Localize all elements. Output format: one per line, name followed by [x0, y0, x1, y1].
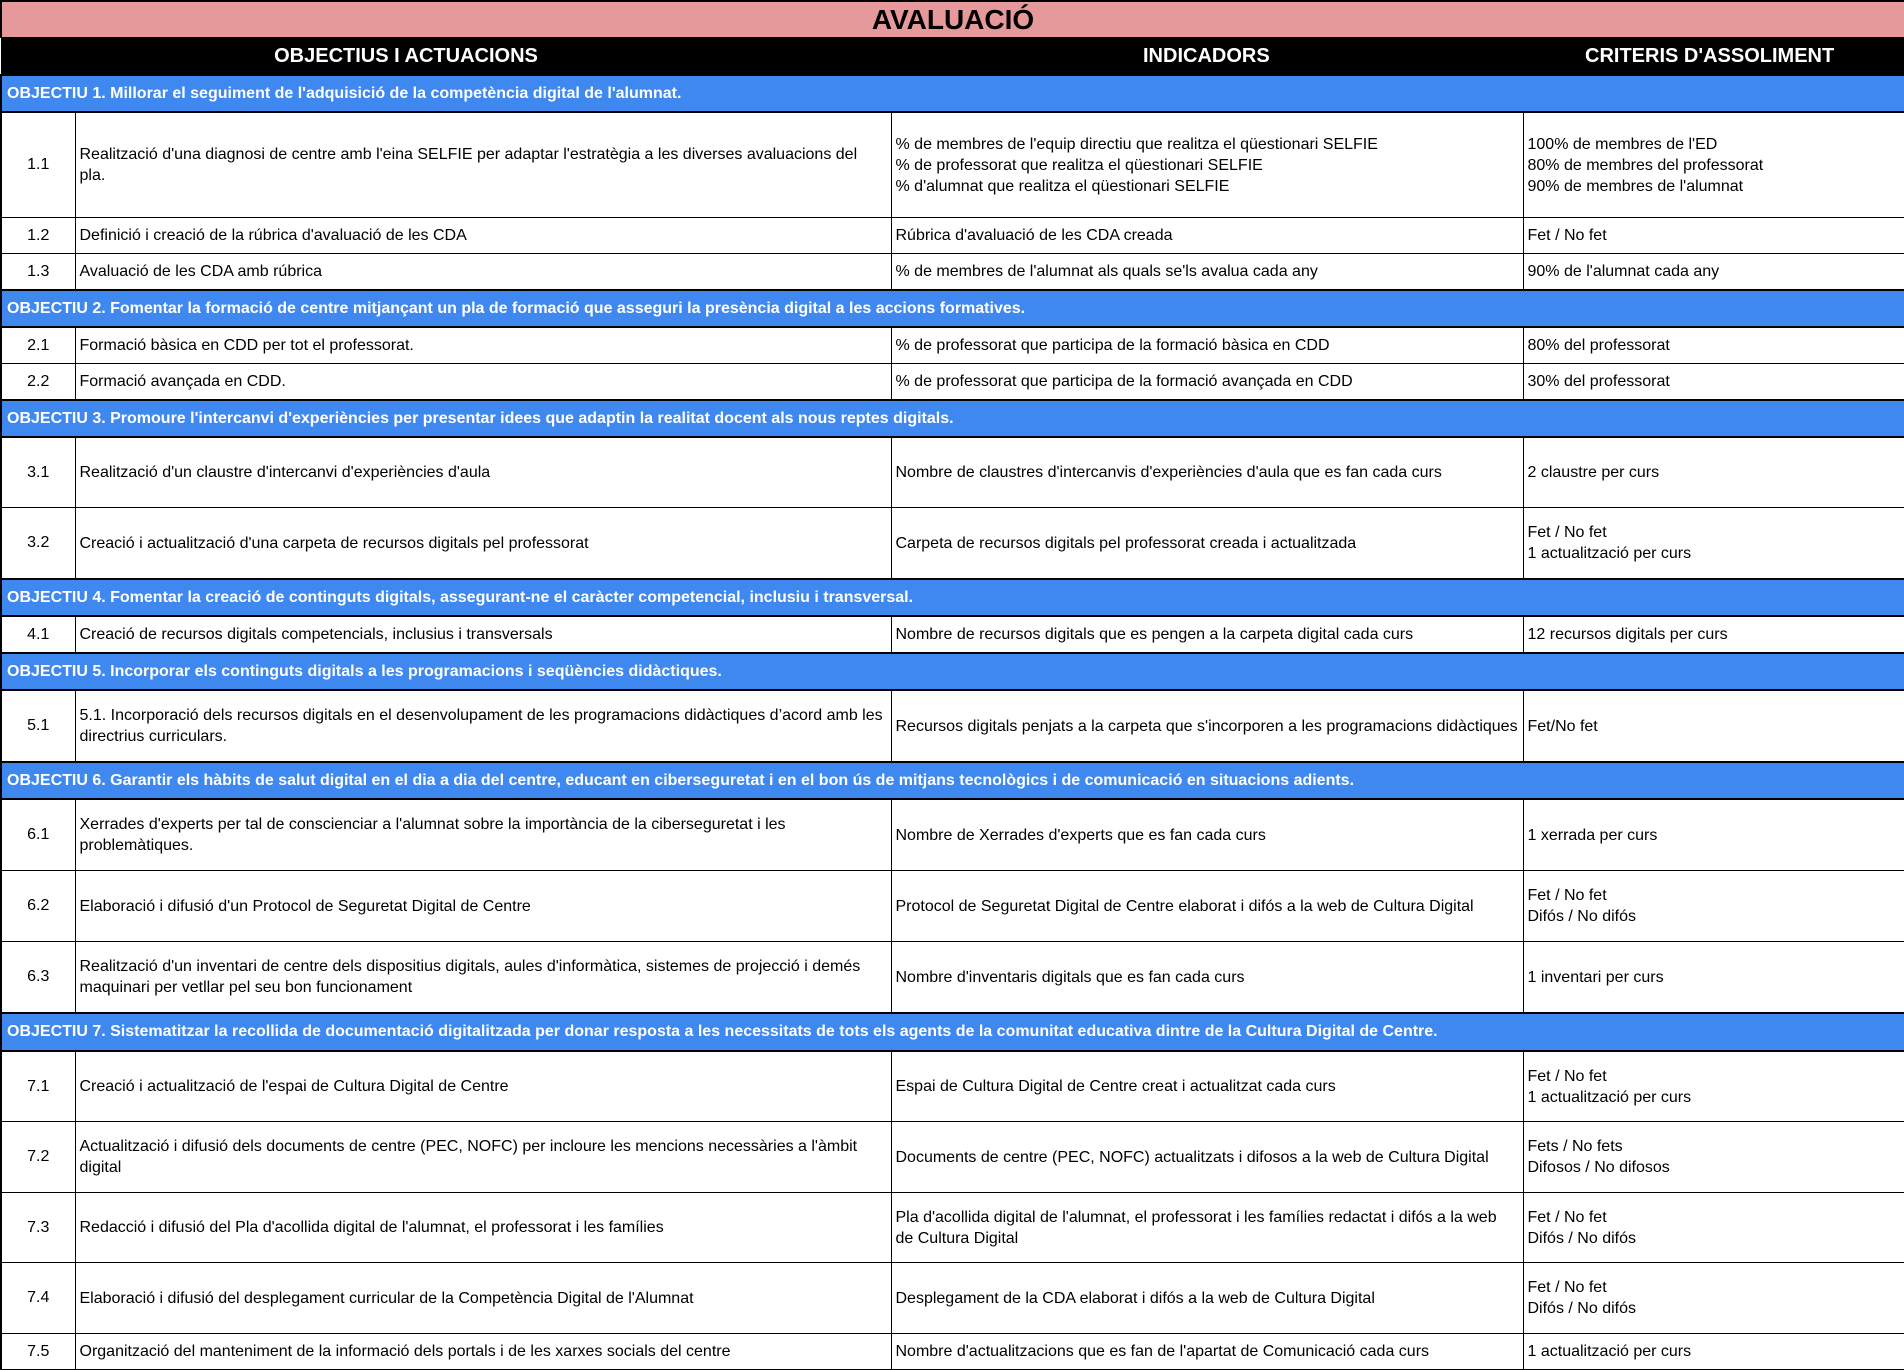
indicator-cell[interactable]: Nombre de claustres d'intercanvis d'experiències d'aula que es fan cada curs [891, 437, 1523, 508]
indicator-cell[interactable]: % de professorat que participa de la formació bàsica en CDD [891, 327, 1523, 364]
criteria-cell[interactable]: Fet / No fet 1 actualització per curs [1523, 508, 1904, 580]
table-row [1, 799, 1904, 871]
action-number[interactable]: 7.2 [1, 1122, 75, 1193]
action-description[interactable]: Realització d'un inventari de centre dels dispositius digitals, aules d'informàtica, sistemes de projecció i demés maquinari per vetllar pel seu bon funcionament [75, 942, 891, 1014]
indicator-cell[interactable]: Rúbrica d'avaluació de les CDA creada [891, 218, 1523, 254]
criteria-cell[interactable]: 100% de membres de l'ED 80% de membres del professorat 90% de membres de l'alumnat [1523, 112, 1904, 218]
criteria-cell[interactable]: 12 recursos digitals per curs [1523, 616, 1904, 653]
objective-row [1, 75, 1904, 112]
sheet-title[interactable]: AVALUACIÓ [1, 1, 1904, 38]
indicator-cell[interactable]: % de professorat que participa de la formació avançada en CDD [891, 364, 1523, 401]
criteria-cell[interactable]: Fet/No fet [1523, 690, 1904, 762]
criteria-cell[interactable]: 1 xerrada per curs [1523, 799, 1904, 871]
objective-row [1, 579, 1904, 616]
action-description[interactable]: Elaboració i difusió d'un Protocol de Seguretat Digital de Centre [75, 871, 891, 942]
action-number[interactable]: 6.2 [1, 871, 75, 942]
action-number[interactable]: 7.5 [1, 1334, 75, 1370]
table-row [1, 1122, 1904, 1193]
action-description[interactable]: Actualització i difusió dels documents de centre (PEC, NOFC) per incloure les mencions necessàries a l'àmbit digital [75, 1122, 891, 1193]
action-number[interactable]: 7.3 [1, 1193, 75, 1263]
indicator-cell[interactable]: Protocol de Seguretat Digital de Centre elaborat i difós a la web de Cultura Digital [891, 871, 1523, 942]
objective-title[interactable]: OBJECTIU 5. Incorporar els continguts digitals a les programacions i seqüències didàctiques. [1, 653, 1904, 690]
action-number[interactable]: 3.1 [1, 437, 75, 508]
indicator-cell[interactable]: Nombre d'actualitzacions que es fan de l'apartat de Comunicació cada curs [891, 1334, 1523, 1370]
action-number[interactable]: 1.2 [1, 218, 75, 254]
indicator-cell[interactable]: Carpeta de recursos digitals pel professorat creada i actualitzada [891, 508, 1523, 580]
action-number[interactable]: 4.1 [1, 616, 75, 653]
action-description[interactable]: Definició i creació de la rúbrica d'avaluació de les CDA [75, 218, 891, 254]
action-description[interactable]: Formació avançada en CDD. [75, 364, 891, 401]
table-row [1, 942, 1904, 1014]
criteria-cell[interactable]: 1 inventari per curs [1523, 942, 1904, 1014]
action-number[interactable]: 7.4 [1, 1263, 75, 1334]
objective-row [1, 400, 1904, 437]
action-number[interactable]: 6.1 [1, 799, 75, 871]
action-description[interactable]: Formació bàsica en CDD per tot el professorat. [75, 327, 891, 364]
indicator-cell[interactable]: % de membres de l'equip directiu que realitza el qüestionari SELFIE % de professorat que realitza el qüestionari SELFIE % d'alumnat que realitza el qüestionari SELFIE [891, 112, 1523, 218]
header-indicadors[interactable]: INDICADORS [891, 38, 1523, 76]
table-row [1, 616, 1904, 653]
indicator-cell[interactable]: Espai de Cultura Digital de Centre creat i actualitzat cada curs [891, 1051, 1523, 1122]
table-row [1, 1051, 1904, 1122]
action-description[interactable]: Xerrades d'experts per tal de conscienciar a l'alumnat sobre la importància de la ciberseguretat i les problemàtiques. [75, 799, 891, 871]
indicator-cell[interactable]: Pla d'acollida digital de l'alumnat, el professorat i les famílies redactat i difós a la web de Cultura Digital [891, 1193, 1523, 1263]
action-description[interactable]: Realització d'una diagnosi de centre amb l'eina SELFIE per adaptar l'estratègia a les diverses avaluacions del pla. [75, 112, 891, 218]
criteria-cell[interactable]: Fet / No fet Difós / No difós [1523, 1193, 1904, 1263]
objective-row [1, 762, 1904, 799]
action-number[interactable]: 6.3 [1, 942, 75, 1014]
table-row [1, 1193, 1904, 1263]
action-number[interactable]: 2.2 [1, 364, 75, 401]
criteria-cell[interactable]: Fet / No fet Difós / No difós [1523, 871, 1904, 942]
table-row [1, 871, 1904, 942]
objective-title[interactable]: OBJECTIU 4. Fomentar la creació de continguts digitals, assegurant-ne el caràcter competencial, inclusiu i transversal. [1, 579, 1904, 616]
header-objectius[interactable]: OBJECTIUS I ACTUACIONS [1, 38, 891, 76]
objective-row [1, 1013, 1904, 1051]
objective-title[interactable]: OBJECTIU 2. Fomentar la formació de centre mitjançant un pla de formació que asseguri la presència digital a les accions formatives. [1, 290, 1904, 327]
objective-row [1, 290, 1904, 327]
action-description[interactable]: Creació i actualització d'una carpeta de recursos digitals pel professorat [75, 508, 891, 580]
action-description[interactable]: Creació i actualització de l'espai de Cultura Digital de Centre [75, 1051, 891, 1122]
objective-title[interactable]: OBJECTIU 1. Millorar el seguiment de l'adquisició de la competència digital de l'alumnat. [1, 75, 1904, 112]
action-description[interactable]: 5.1. Incorporació dels recursos digitals en el desenvolupament de les programacions didàctiques d’acord amb les directrius curriculars. [75, 690, 891, 762]
criteria-cell[interactable]: 90% de l'alumnat cada any [1523, 254, 1904, 291]
criteria-cell[interactable]: 30% del professorat [1523, 364, 1904, 401]
indicator-cell[interactable]: % de membres de l'alumnat als quals se'ls avalua cada any [891, 254, 1523, 291]
action-number[interactable]: 7.1 [1, 1051, 75, 1122]
criteria-cell[interactable]: 1 actualització per curs [1523, 1334, 1904, 1370]
table-row [1, 1334, 1904, 1370]
criteria-cell[interactable]: 80% del professorat [1523, 327, 1904, 364]
action-number[interactable]: 1.3 [1, 254, 75, 291]
table-row [1, 364, 1904, 401]
criteria-cell[interactable]: Fet / No fet [1523, 218, 1904, 254]
table-row [1, 327, 1904, 364]
action-description[interactable]: Elaboració i difusió del desplegament curricular de la Competència Digital de l'Alumnat [75, 1263, 891, 1334]
criteria-cell[interactable]: Fet / No fet Difós / No difós [1523, 1263, 1904, 1334]
criteria-cell[interactable]: Fets / No fets Difosos / No difosos [1523, 1122, 1904, 1193]
action-number[interactable]: 2.1 [1, 327, 75, 364]
action-number[interactable]: 1.1 [1, 112, 75, 218]
indicator-cell[interactable]: Nombre d'inventaris digitals que es fan cada curs [891, 942, 1523, 1014]
table-row [1, 690, 1904, 762]
table-row [1, 508, 1904, 580]
action-description[interactable]: Avaluació de les CDA amb rúbrica [75, 254, 891, 291]
criteria-cell[interactable]: Fet / No fet 1 actualització per curs [1523, 1051, 1904, 1122]
header-row [1, 38, 1904, 76]
objective-title[interactable]: OBJECTIU 3. Promoure l'intercanvi d'experiències per presentar idees que adaptin la realitat docent als nous reptes digitals. [1, 400, 1904, 437]
objective-title[interactable]: OBJECTIU 7. Sistematitzar la recollida de documentació digitalitzada per donar resposta a les necessitats de tots els agents de la comunitat educativa dintre de la Cultura Digital de Centre. [1, 1013, 1904, 1051]
objective-title[interactable]: OBJECTIU 6. Garantir els hàbits de salut digital en el dia a dia del centre, educant en ciberseguretat i en el bon ús de mitjans tecnològics i de comunicació en situacions adients. [1, 762, 1904, 799]
table-row [1, 437, 1904, 508]
action-description[interactable]: Realització d'un claustre d'intercanvi d'experiències d'aula [75, 437, 891, 508]
criteria-cell[interactable]: 2 claustre per curs [1523, 437, 1904, 508]
action-number[interactable]: 5.1 [1, 690, 75, 762]
indicator-cell[interactable]: Desplegament de la CDA elaborat i difós a la web de Cultura Digital [891, 1263, 1523, 1334]
action-description[interactable]: Redacció i difusió del Pla d'acollida digital de l'alumnat, el professorat i les famílies [75, 1193, 891, 1263]
table-row [1, 112, 1904, 218]
table-row [1, 1263, 1904, 1334]
indicator-cell[interactable]: Nombre de Xerrades d'experts que es fan cada curs [891, 799, 1523, 871]
objective-row [1, 653, 1904, 690]
table-row [1, 254, 1904, 291]
action-description[interactable]: Creació de recursos digitals competencials, inclusius i transversals [75, 616, 891, 653]
header-criteris[interactable]: CRITERIS D'ASSOLIMENT [1523, 38, 1904, 76]
indicator-cell[interactable]: Recursos digitals penjats a la carpeta que s'incorporen a les programacions didàctiques [891, 690, 1523, 762]
action-number[interactable]: 3.2 [1, 508, 75, 580]
indicator-cell[interactable]: Nombre de recursos digitals que es pengen a la carpeta digital cada curs [891, 616, 1523, 653]
table-row [1, 218, 1904, 254]
indicator-cell[interactable]: Documents de centre (PEC, NOFC) actualitzats i difosos a la web de Cultura Digital [891, 1122, 1523, 1193]
action-description[interactable]: Organització del manteniment de la informació dels portals i de les xarxes socials del centre [75, 1334, 891, 1370]
